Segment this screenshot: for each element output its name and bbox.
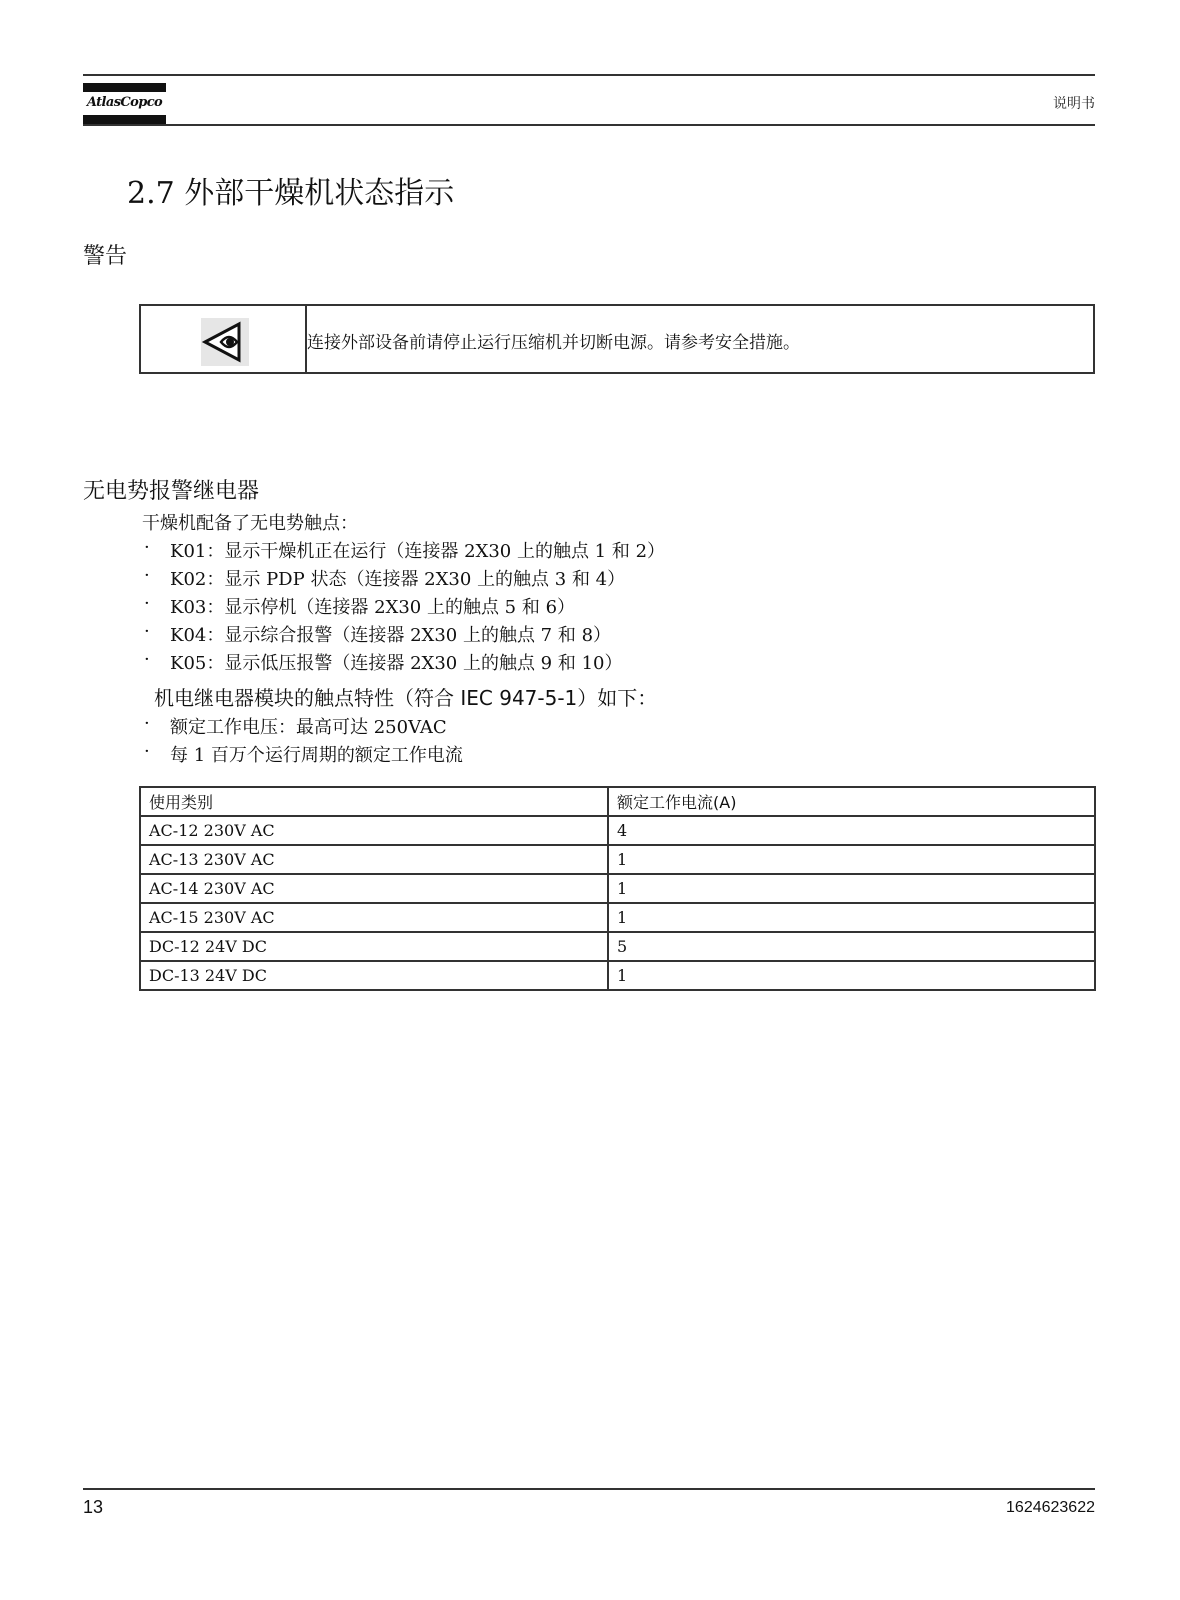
section-title: 2.7 外部干燥机状态指示	[127, 176, 455, 211]
category-cell: DC-13 24V DC	[140, 961, 608, 990]
logo-text: AtlasCopco	[86, 95, 163, 110]
utilization-category-table	[139, 786, 1096, 991]
table-row	[140, 961, 1095, 990]
current-cell: 1	[608, 903, 1095, 932]
bullet-dot: ·	[144, 621, 150, 642]
bullet-dot: ·	[144, 593, 150, 614]
category-cell: AC-13 230V AC	[140, 845, 608, 874]
column-header-category: 使用类别	[140, 787, 608, 816]
category-cell: AC-14 230V AC	[140, 874, 608, 903]
bullet-dot: ·	[144, 649, 150, 670]
table-row	[140, 845, 1095, 874]
category-cell: DC-12 24V DC	[140, 932, 608, 961]
warning-heading: 警告	[83, 244, 128, 269]
warning-icon-cell	[141, 306, 307, 372]
header-bottom-rule	[83, 124, 1095, 126]
relay-heading: 无电势报警继电器	[83, 479, 260, 504]
footer-rule	[83, 1488, 1095, 1490]
warning-text: 连接外部设备前请停止运行压缩机并切断电源。请参考安全措施。	[307, 333, 800, 353]
current-cell: 1	[608, 845, 1095, 874]
current-cell: 1	[608, 961, 1095, 990]
header-top-rule	[83, 74, 1095, 76]
category-cell: AC-12 230V AC	[140, 816, 608, 845]
category-cell: AC-15 230V AC	[140, 903, 608, 932]
relay-intro: 干燥机配备了无电势触点：	[142, 513, 358, 534]
contact-k05: K05：显示低压报警（连接器 2X30 上的触点 9 和 10）	[170, 653, 623, 674]
table-header-row	[140, 787, 1095, 816]
table-row	[140, 874, 1095, 903]
current-cell: 4	[608, 816, 1095, 845]
property-rated-voltage: 额定工作电压：最高可达 250VAC	[170, 717, 447, 738]
table-row	[140, 903, 1095, 932]
logo-bottom-bar	[83, 115, 166, 124]
property-rated-current: 每 1 百万个运行周期的额定工作电流	[170, 745, 463, 766]
contact-k03: K03：显示停机（连接器 2X30 上的触点 5 和 6）	[170, 597, 576, 618]
bullet-dot: ·	[144, 713, 150, 734]
contact-k01: K01：显示干燥机正在运行（连接器 2X30 上的触点 1 和 2）	[170, 541, 666, 562]
contact-properties-heading: 机电继电器模块的触点特性（符合 IEC 947-5-1）如下：	[154, 686, 658, 710]
column-header-current: 额定工作电流(A)	[608, 787, 1095, 816]
current-cell: 5	[608, 932, 1095, 961]
caution-eye-icon	[201, 318, 249, 366]
contact-k04: K04：显示综合报警（连接器 2X30 上的触点 7 和 8）	[170, 625, 612, 646]
bullet-dot: ·	[144, 537, 150, 558]
bullet-dot: ·	[144, 565, 150, 586]
atlas-copco-logo	[83, 83, 166, 124]
table-row	[140, 816, 1095, 845]
bullet-dot: ·	[144, 741, 150, 762]
document-number: 1624623622	[1006, 1499, 1095, 1516]
page-number: 13	[83, 1497, 104, 1517]
current-cell: 1	[608, 874, 1095, 903]
warning-box	[139, 304, 1095, 374]
table-row	[140, 932, 1095, 961]
contact-k02: K02：显示 PDP 状态（连接器 2X30 上的触点 3 和 4）	[170, 569, 626, 590]
document-type: 说明书	[1053, 96, 1095, 112]
